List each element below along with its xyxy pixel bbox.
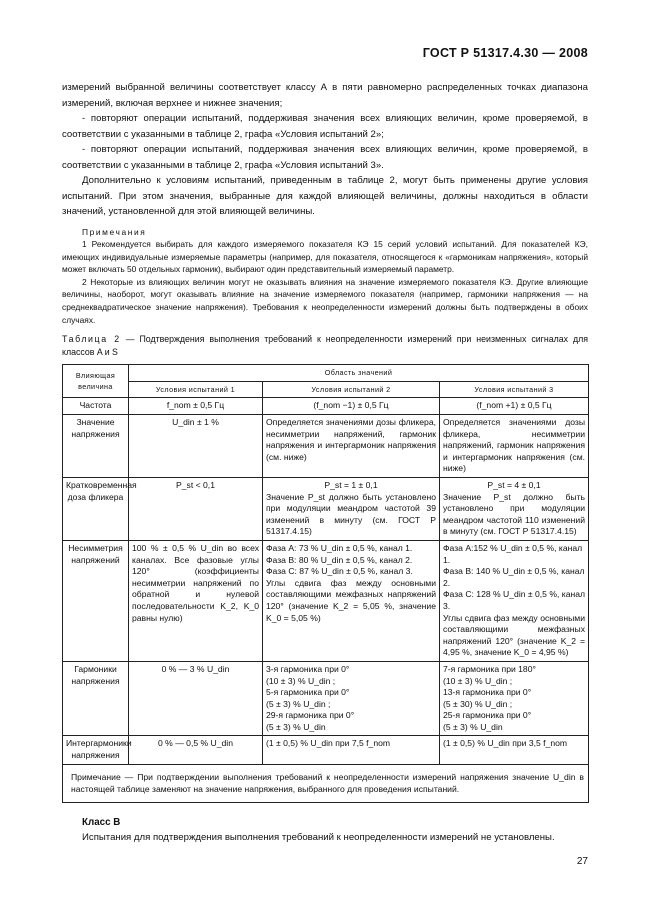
cell-cond3: Определяется значениями дозы фликера, несимметрии напряжений, гармоник напряжения и интергармоник напряжения (см. ниже) <box>440 415 589 478</box>
header-influence-quantity: Влияющая величина <box>63 365 129 398</box>
cell-line: Фаза А:152 % U_din ± 0,5 %, канал 1. <box>443 542 583 565</box>
row-name: Гармоники напряжения <box>63 661 129 736</box>
cell-line: Углы сдвига фаз между основными составляющими межфазных напряжений 120° (значение K_2 = 5,05 %, значение K_0 = 5,05 %) <box>266 577 436 623</box>
table-note: Примечание — При подтверждении выполнения требований к неопределенности измерений напряжения значение U_din в настоящей таблице заменяют на значение напряжения, выбранного для проведения испытаний. <box>63 764 589 802</box>
cell-line: 7-я гармоника при 180° <box>443 663 536 674</box>
class-b-title: Класс В <box>82 816 121 828</box>
table-caption-label: Таблица 2 <box>62 334 121 345</box>
table-caption <box>62 333 588 358</box>
table-row <box>63 415 589 478</box>
row-name: Интергармоники напряжения <box>63 736 129 764</box>
cell-line: Фаза В: 80 % U_din ± 0,5 %, канал 2. <box>266 554 413 565</box>
cell-line: Фаза С: 128 % U_din ± 0,5 %, канал 3. <box>443 589 586 611</box>
cell-cond2-value: P_st = 1 ± 0,1 <box>324 480 378 490</box>
table-row <box>63 661 589 736</box>
cell-cond2 <box>263 478 440 541</box>
row-name: Кратковременная доза фликера <box>63 478 129 541</box>
cell-line: Фаза С: 87 % U_din ± 0,5 %, канал 3. <box>266 566 413 577</box>
page-content <box>62 80 588 846</box>
table-caption-text: — Подтверждения выполнения требований к неопределенности измерений при неизменных сигналах для классов A и S <box>62 334 589 357</box>
cell-line: (5 ± 3) % U_din <box>443 721 503 732</box>
header-value-range: Область значений <box>129 365 589 382</box>
header-condition-2: Условия испытаний 2 <box>263 381 440 398</box>
paragraph: измерений выбранной величины соответствует классу А в пяти равномерно распределенных точках диапазона измерений, включая верхнее и нижнее значения; <box>62 82 588 109</box>
cell-cond3: (f_nom +1) ± 0,5 Гц <box>440 398 589 415</box>
paragraph: - повторяют операции испытаний, поддерживая значения всех влияющих величин, кроме проверяемой, в соответствии с указанными в таблице 2, графа «Условия испытаний 3». <box>62 144 588 171</box>
cell-line: (5 ± 3) % U_din <box>266 721 326 732</box>
cell-cond2: (1 ± 0,5) % U_din при 7,5 f_nom <box>263 736 440 764</box>
row-name: Значение напряжения <box>63 415 129 478</box>
table-row <box>63 736 589 764</box>
class-b-text: Испытания для подтверждения выполнения требований к неопределенности измерений не установлены. <box>82 832 555 844</box>
table-row <box>63 540 589 661</box>
cell-cond2-text: Значение P_st должно быть установлено при модуляции меандром частотой 39 изменений в минуту (см. ГОСТ Р 51317.4.15) <box>266 491 436 537</box>
notes-title: Примечания <box>82 226 147 237</box>
cell-cond3 <box>440 540 589 661</box>
cell-line: (5 ± 3) % U_din ; <box>266 698 331 709</box>
cell-cond3: (1 ± 0,5) % U_din при 3,5 f_nom <box>440 736 589 764</box>
cell-cond1: U_din ± 1 % <box>129 415 263 478</box>
paragraph: Дополнительно к условиям испытаний, приведенным в таблице 2, могут быть применены другие условия испытаний. При этом значения, выбранные для каждой влияющей величины, должны находиться в области значений, установленной для этой влияющей величины. <box>62 175 588 217</box>
table-row <box>63 398 589 415</box>
cell-cond1: f_nom ± 0,5 Гц <box>129 398 263 415</box>
cell-line: 13-я гармоника при 0° <box>443 687 532 698</box>
row-name: Несимметрия напряжений <box>63 540 129 661</box>
header-condition-3: Условия испытаний 3 <box>440 381 589 398</box>
cell-cond3 <box>440 478 589 541</box>
note-1: 1 Рекомендуется выбирать для каждого измеряемого показателя КЭ 15 серий условий испытаний. Для показателей КЭ, имеющих индивидуальные измеряемые параметры (например, для показателя, относящегося к «гармоникам напряжения», который может включать 50 отдельных гармоник), выбирают один представительный измеряемый параметр. <box>62 239 588 275</box>
cell-line: Углы сдвига фаз между основными составляющими межфазных напряжений 120° (значение K_2 = 4,95 %, значение K_0 = 4,95 %) <box>443 612 586 658</box>
row-name: Частота <box>63 398 129 415</box>
cell-cond2: Определяется значениями дозы фликера, несимметрии напряжений, гармоник напряжения и интергармоник напряжения (см. ниже) <box>263 415 440 478</box>
cell-cond1: 100 % ± 0,5 % U_din во всех каналах. Все фазовые углы 120° (коэффициенты несимметрии напряжений по обратной и нулевой последовательности K_2, K_0 равны нулю) <box>129 540 263 661</box>
paragraph: - повторяют операции испытаний, поддерживая значения всех влияющих величин, кроме проверяемой, в соответствии с указанными в таблице 2, графа «Условия испытаний 2»; <box>62 113 588 140</box>
cell-line: Фаза В: 140 % U_din ± 0,5 %, канал 2. <box>443 566 585 588</box>
cell-cond2: (f_nom −1) ± 0,5 Гц <box>263 398 440 415</box>
requirements-table <box>62 364 589 802</box>
table-header-row <box>63 381 589 398</box>
cell-line: (10 ± 3) % U_din ; <box>266 675 336 686</box>
cell-cond1: 0 % — 3 % U_din <box>129 661 263 736</box>
cell-line: 3-я гармоника при 0° <box>266 663 350 674</box>
cell-cond1: P_st < 0,1 <box>129 478 263 541</box>
cell-cond1: 0 % — 0,5 % U_din <box>129 736 263 764</box>
cell-line: (5 ± 30) % U_din ; <box>443 698 513 709</box>
cell-cond2 <box>263 540 440 661</box>
cell-cond2 <box>263 661 440 736</box>
cell-line: Фаза А: 73 % U_din ± 0,5 %, канал 1. <box>266 542 413 553</box>
cell-line: 29-я гармоника при 0° <box>266 710 355 721</box>
cell-line: 25-я гармоника при 0° <box>443 710 532 721</box>
note-2: 2 Некоторые из влияющих величин могут не оказывать влияния на значение измеряемого показателя КЭ. Другие влияющие величины, наоборот, могут оказывать влияние на значение измеряемого показателя (например, гармоники напряжения — на среднеквадратическое значение напряжения). Требования к неопределенности измерений должны быть подтверждены в обоих случаях. <box>62 276 588 325</box>
notes-block <box>62 226 588 327</box>
table-note-row <box>63 764 589 802</box>
document-header: ГОСТ Р 51317.4.30 — 2008 <box>422 46 588 60</box>
cell-line: (10 ± 3) % U_din ; <box>443 675 513 686</box>
cell-cond3-value: P_st = 4 ± 0,1 <box>487 480 541 490</box>
cell-cond3 <box>440 661 589 736</box>
table-header-row <box>63 365 589 382</box>
page-number: 27 <box>576 856 588 867</box>
cell-line: 5-я гармоника при 0° <box>266 687 350 698</box>
cell-cond3-text: Значение P_st должно быть установлено при модуляции меандром частотой 110 изменений в минуту (см. ГОСТ Р 51317.4.15) <box>443 491 586 537</box>
header-condition-1: Условия испытаний 1 <box>129 381 263 398</box>
table-row <box>63 478 589 541</box>
